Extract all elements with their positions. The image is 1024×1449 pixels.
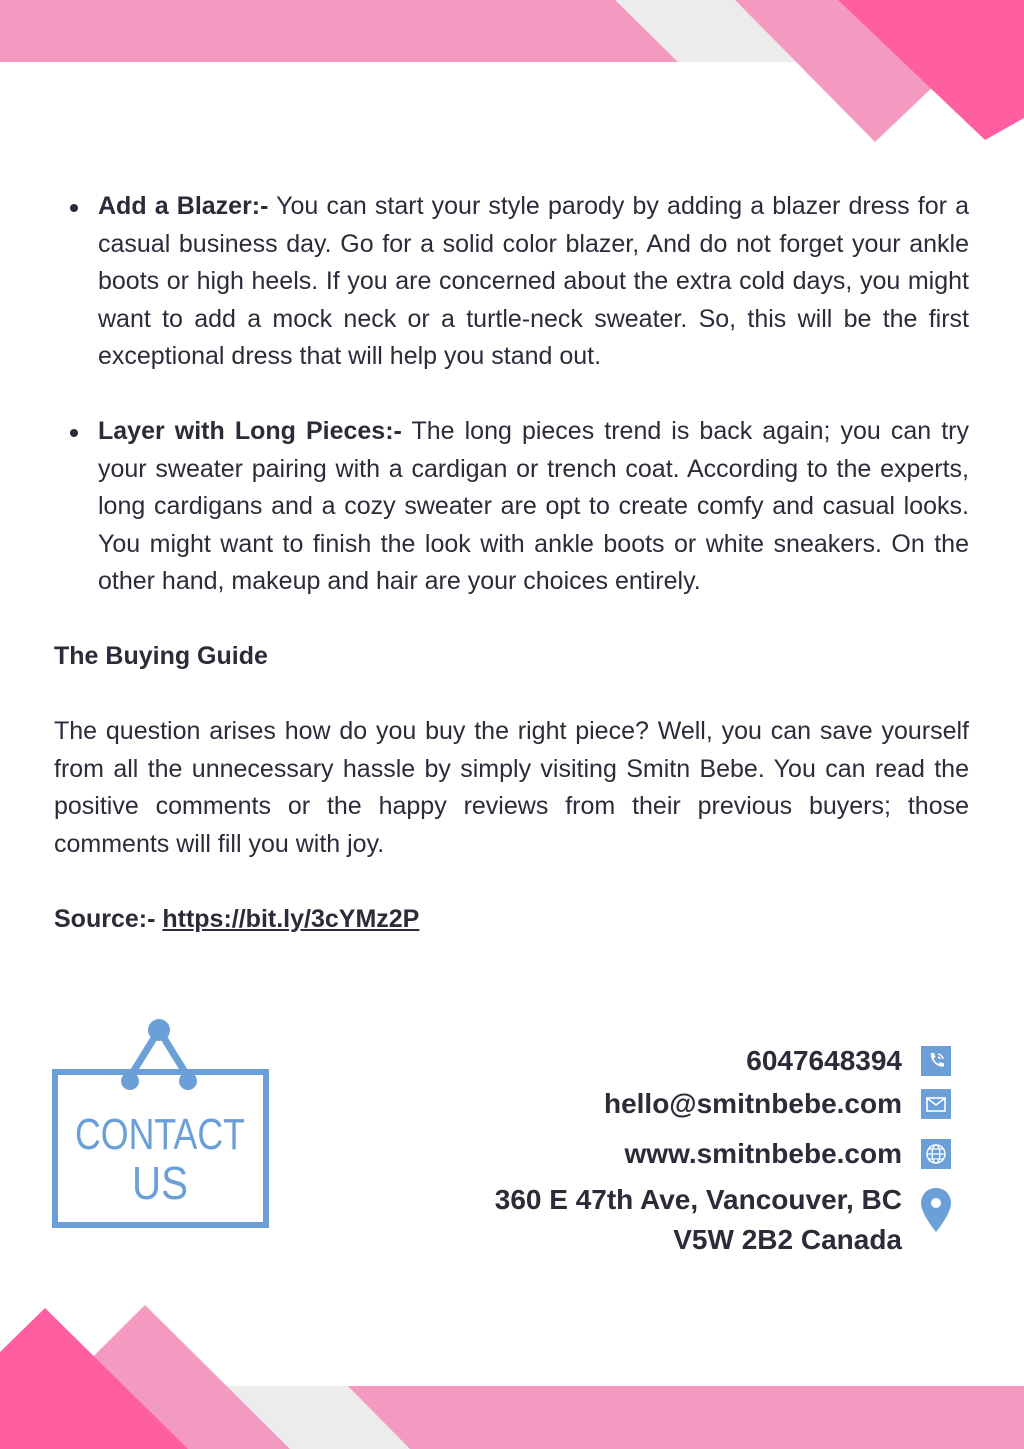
contact-us-sign	[50, 1015, 272, 1230]
top-band-gray	[615, 0, 798, 62]
list-item	[54, 413, 969, 601]
contact-website-row	[432, 1130, 952, 1178]
bullet-text: The long pieces trend is back again; you can try your sweater pairing with a cardigan or trench coat. According to the experts, long cardigans and a cozy sweater are opt to create comfy and casual looks. You might want to finish the look with ankle boots or white sneakers. On the other hand, makeup and hair are your choices entirely.	[98, 417, 969, 595]
section-heading: The Buying Guide	[54, 642, 268, 670]
buying-guide-paragraph: The question arises how do you buy the right piece? Well, you can save yourself from all the unnecessary hassle by simply visiting Smitn Bebe. You can read the positive comments or the happy reviews from their previous buyers; those comments will fill you with joy.	[54, 717, 969, 858]
bottom-left-triangle-hot	[0, 1308, 188, 1449]
location-pin-icon	[920, 1186, 952, 1234]
website-url[interactable]: www.smitnbebe.com	[624, 1138, 902, 1169]
bottom-left-triangle-light	[0, 1305, 290, 1449]
contact-phone-row	[432, 1040, 952, 1082]
address	[495, 1180, 902, 1260]
bullet-title: Layer with Long Pieces:-	[98, 417, 402, 445]
contact-logo-line2: US	[132, 1157, 188, 1209]
phone-number[interactable]: 6047648394	[746, 1045, 902, 1076]
source-line	[54, 901, 969, 939]
contact-logo-line1: CONTACT	[75, 1110, 245, 1159]
contact-address-row	[432, 1180, 952, 1260]
source-link[interactable]: https://bit.ly/3cYMz2P	[162, 904, 420, 933]
top-right-triangle-hot	[838, 0, 1024, 140]
top-band-pink	[0, 0, 678, 62]
address-line2: V5W 2B2 Canada	[673, 1224, 902, 1255]
top-right-triangle-light	[735, 0, 1024, 142]
bottom-band-pink	[348, 1386, 1024, 1449]
bullet-list	[54, 188, 969, 601]
globe-icon	[920, 1138, 952, 1170]
address-line1: 360 E 47th Ave, Vancouver, BC	[494, 1184, 902, 1215]
bullet-text: You can start your style parody by adding a blazer dress for a casual business day. Go for a solid color blazer, And do not forget your ankle boots or high heels. If you are concerned about the extra cold days, you might want to add a mock neck or a turtle-neck sweater. So, this will be the first exceptional dress that will help you stand out.	[98, 192, 969, 370]
source-label: Source:-	[54, 904, 163, 933]
mail-icon	[920, 1088, 952, 1120]
main-content	[54, 188, 969, 938]
contact-email-row	[432, 1082, 952, 1126]
phone-icon	[920, 1045, 952, 1077]
bullet-title: Add a Blazer:-	[98, 192, 269, 220]
list-item	[54, 188, 969, 376]
contact-details	[432, 1040, 952, 1260]
bottom-band-gray	[215, 1386, 412, 1449]
email-address[interactable]: hello@smitnbebe.com	[603, 1088, 902, 1119]
